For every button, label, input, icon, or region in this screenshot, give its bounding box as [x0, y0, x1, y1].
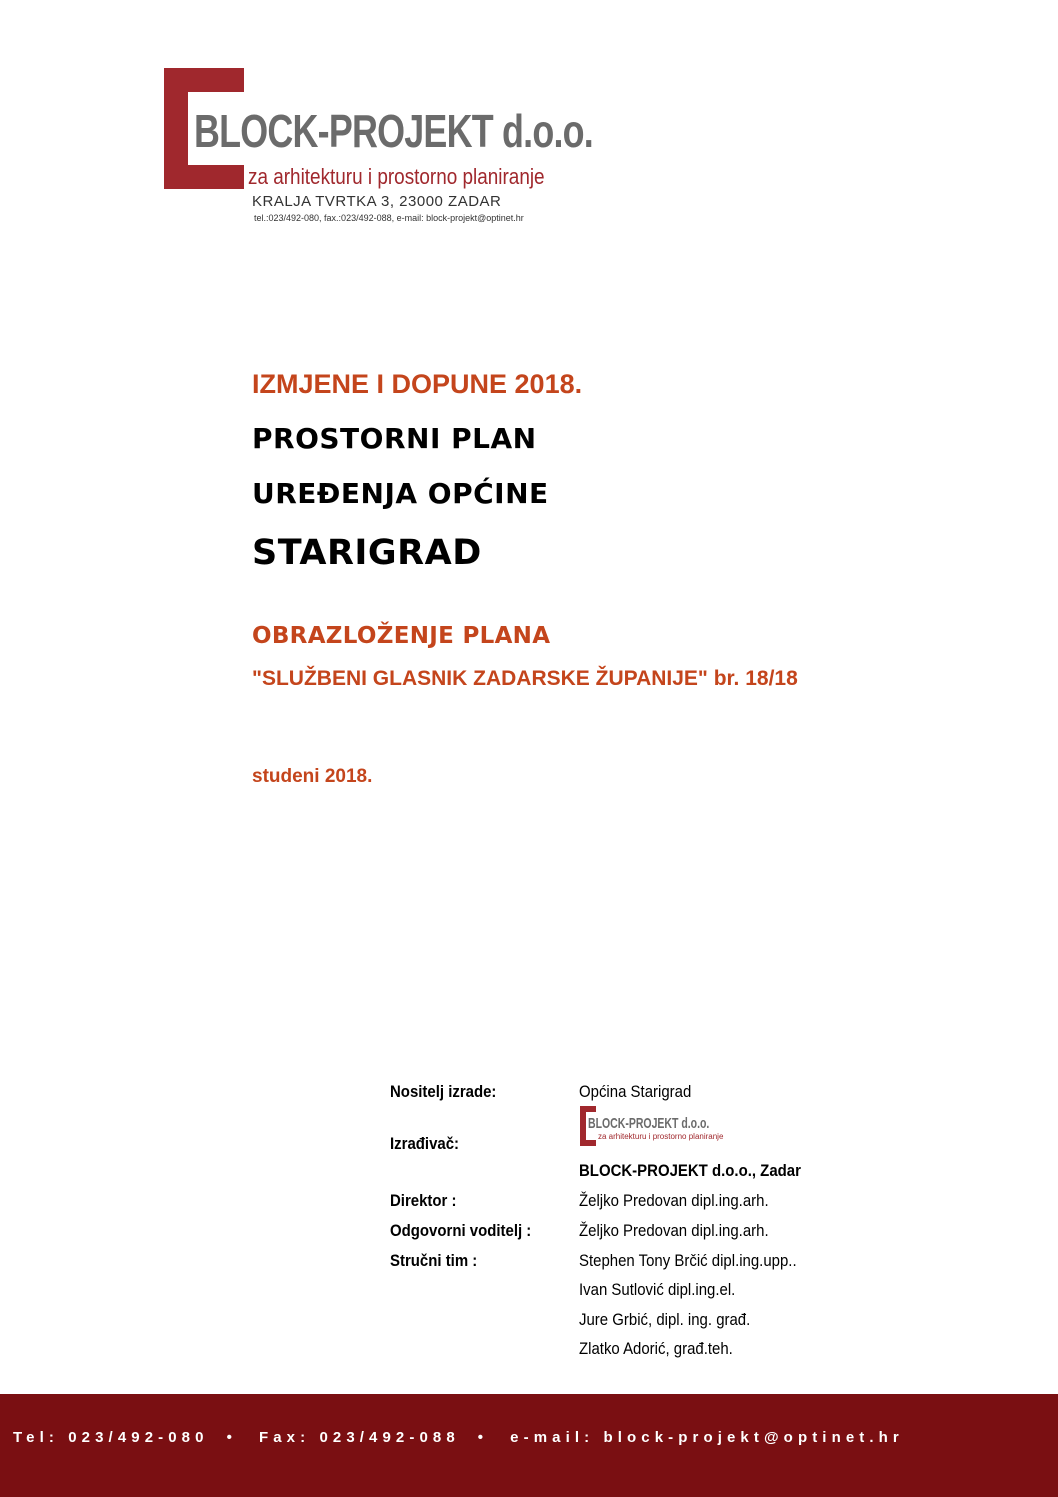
footer-separator: • — [477, 1429, 489, 1446]
small-logo-subtitle: za arhitekturu i prostorno planiranje — [598, 1132, 724, 1141]
footer-bar — [0, 1394, 1058, 1497]
izradivac-logo — [580, 1106, 724, 1148]
footer-tel: Tel: 023/492-080 — [13, 1429, 209, 1446]
doc-date: studeni 2018. — [252, 766, 373, 787]
logo-bracket-top — [164, 68, 244, 92]
voditelj-label: Odgovorni voditelj : — [390, 1221, 532, 1240]
tim-member: Ivan Sutlović dipl.ing.el. — [579, 1280, 736, 1299]
izradivac-label: Izrađivač: — [390, 1134, 460, 1153]
doc-edition: IZMJENE I DOPUNE 2018. — [252, 369, 583, 399]
nositelj-label: Nositelj izrade: — [390, 1082, 497, 1101]
logo-company-name: BLOCK-PROJEKT d.o.o. — [194, 105, 594, 157]
nositelj-value: Općina Starigrad — [579, 1082, 692, 1101]
tim-member: Zlatko Adorić, građ.teh. — [579, 1339, 733, 1358]
logo-contact: tel.:023/492-080, fax.:023/492-088, e-mail: block-projekt@optinet.hr — [254, 213, 524, 223]
doc-gazette-ref: "SLUŽBENI GLASNIK ZADARSKE ŽUPANIJE" br. 18/18 — [252, 667, 798, 690]
doc-title-line1: PROSTORNI PLAN — [252, 422, 537, 455]
logo-bracket-bottom — [164, 165, 244, 189]
small-logo-bracket-bottom — [580, 1140, 596, 1146]
tim-member: Jure Grbić, dipl. ing. građ. — [579, 1310, 751, 1329]
small-logo-bracket-top — [580, 1106, 596, 1112]
izradivac-value: BLOCK-PROJEKT d.o.o., Zadar — [579, 1161, 801, 1180]
direktor-label: Direktor : — [390, 1191, 457, 1210]
logo-address: KRALJA TVRTKA 3, 23000 ZADAR — [252, 193, 502, 210]
footer-fax: Fax: 023/492-088 — [258, 1429, 460, 1446]
footer-separator: • — [226, 1429, 237, 1446]
tim-member: Stephen Tony Brčić dipl.ing.upp.. — [579, 1251, 797, 1270]
direktor-value: Željko Predovan dipl.ing.arh. — [579, 1191, 769, 1210]
doc-section-title: OBRAZLOŽENJE PLANA — [252, 623, 551, 649]
company-logo — [164, 68, 594, 238]
footer-contact — [13, 1430, 904, 1445]
logo-subtitle: za arhitekturu i prostorno planiranje — [248, 164, 545, 189]
small-logo-name: BLOCK-PROJEKT d.o.o. — [588, 1115, 710, 1132]
doc-title-municipality: STARIGRAD — [252, 533, 482, 573]
tim-label: Stručni tim : — [390, 1251, 478, 1270]
doc-title-line2: UREĐENJA OPĆINE — [252, 477, 549, 510]
footer-email: e-mail: block-projekt@optinet.hr — [510, 1429, 904, 1446]
voditelj-value: Željko Predovan dipl.ing.arh. — [579, 1221, 769, 1240]
